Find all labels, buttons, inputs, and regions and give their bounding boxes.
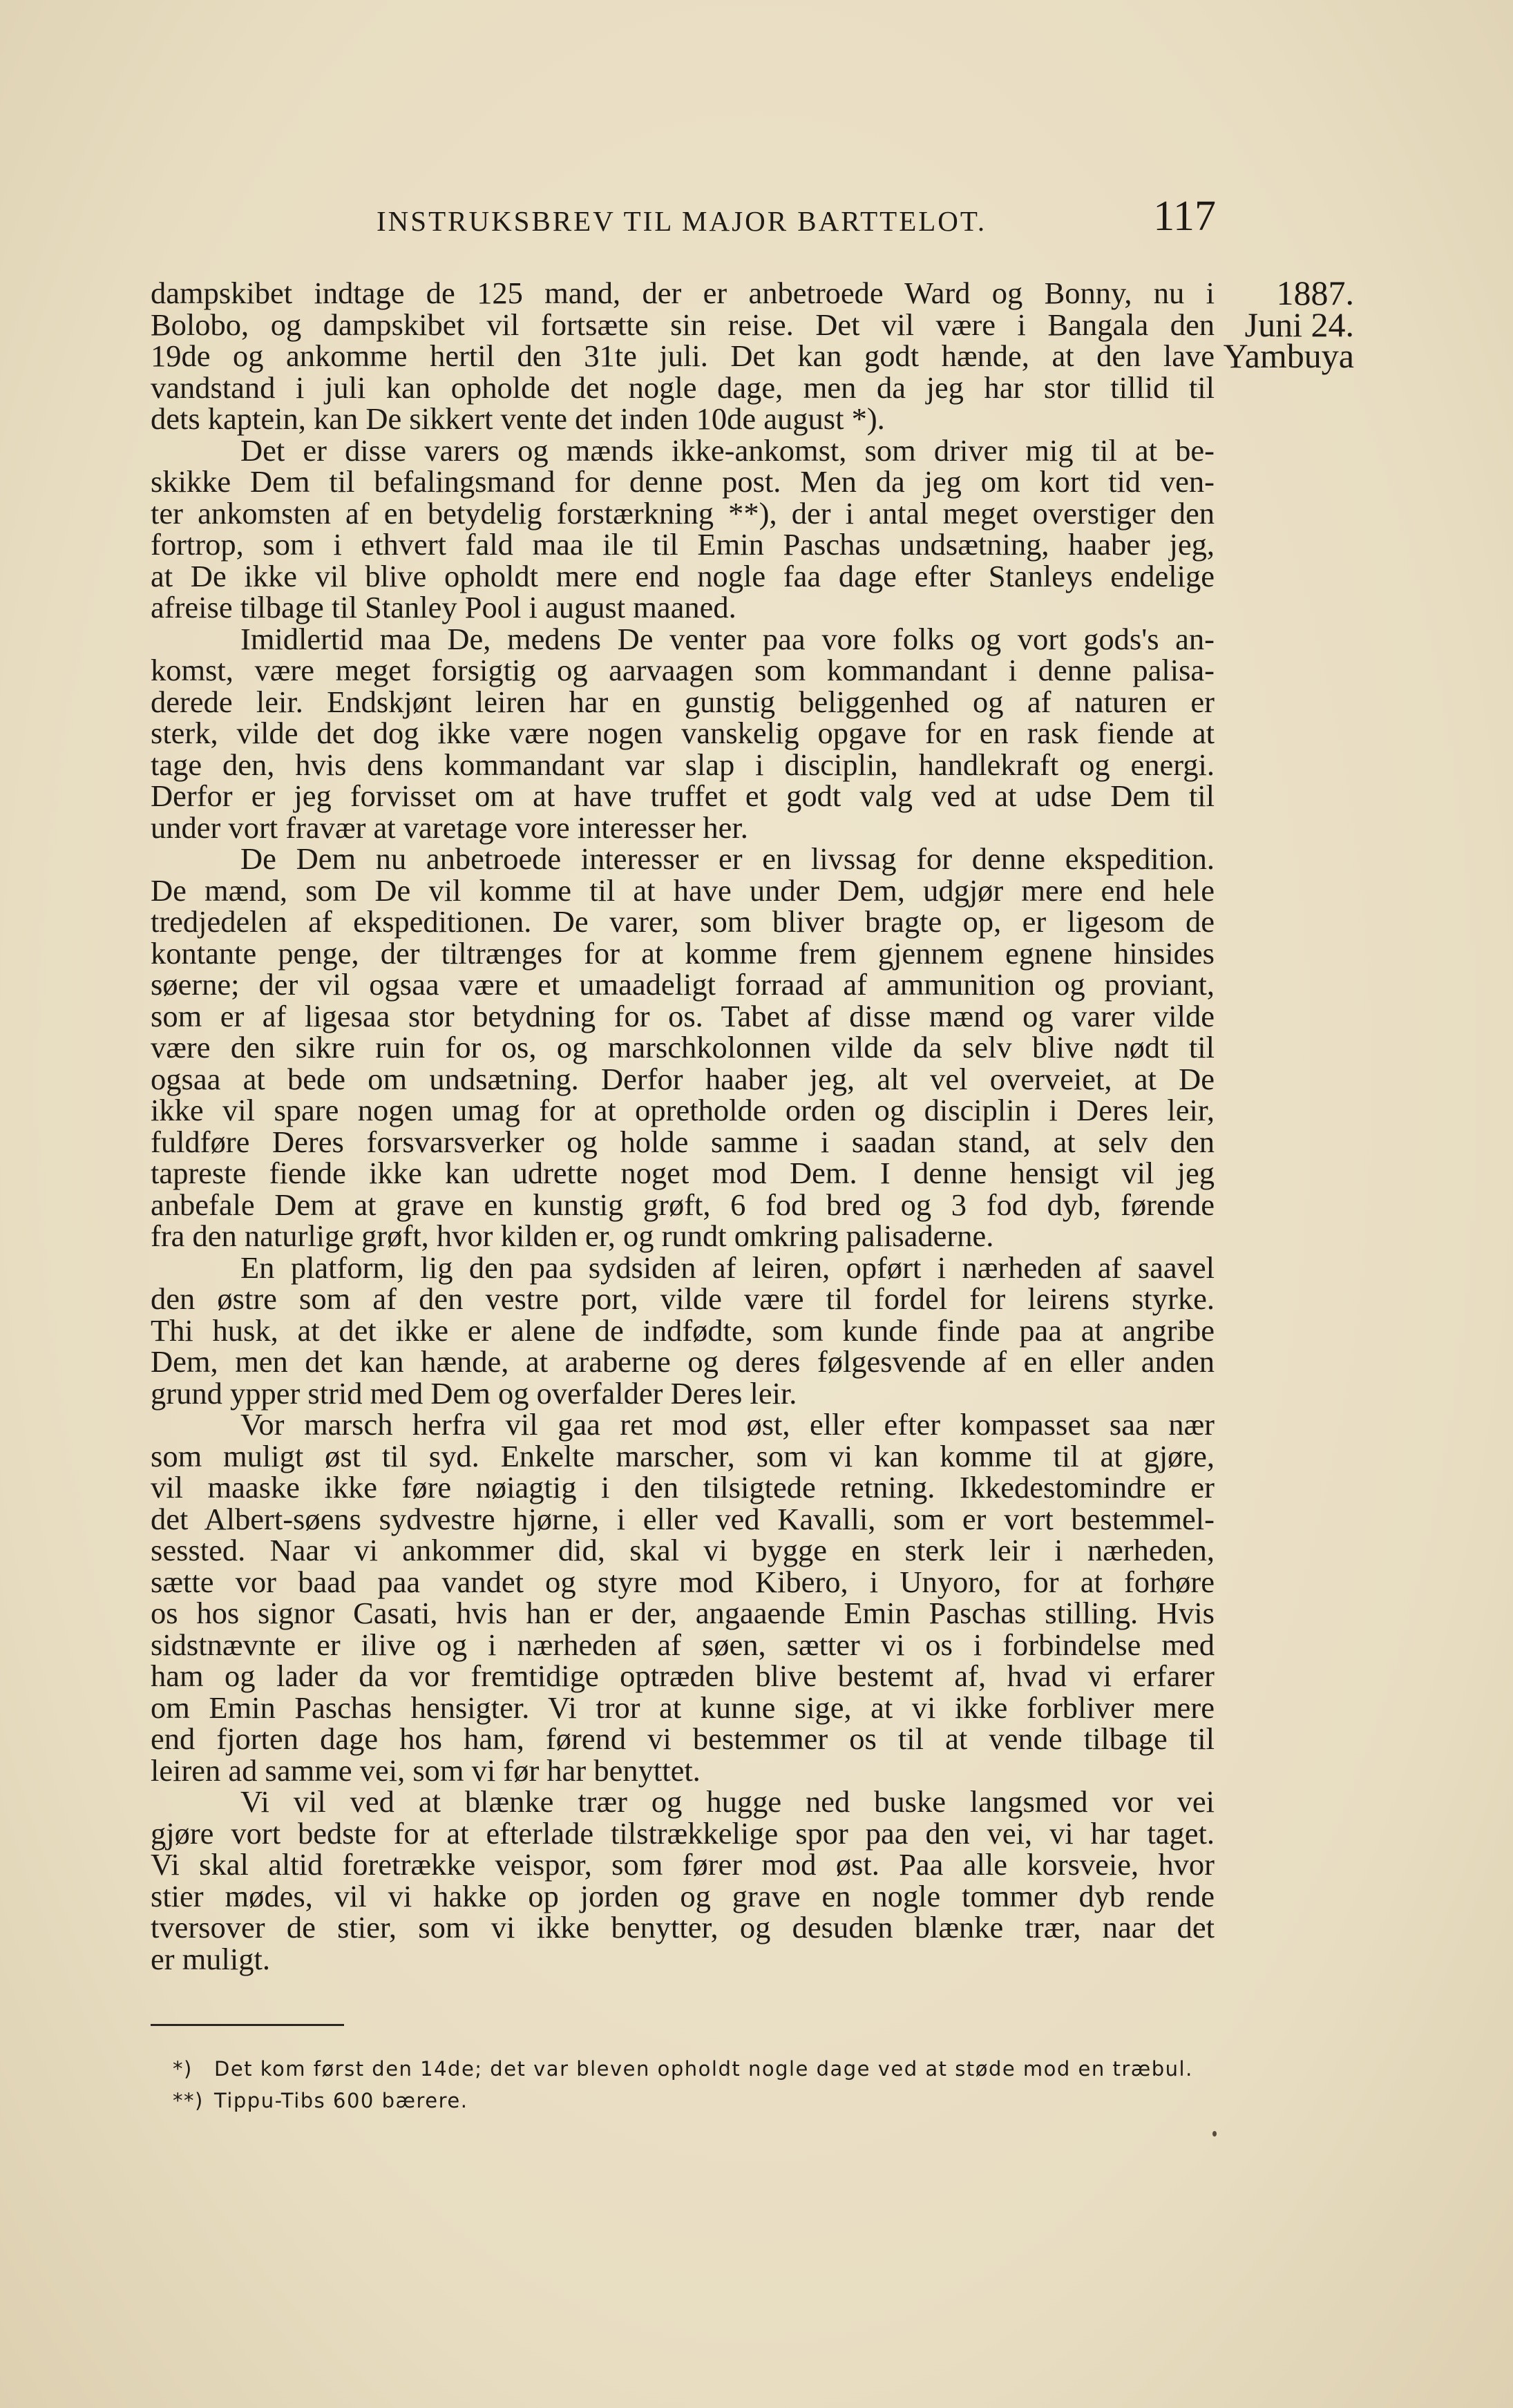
text-line: vil maaske ikke føre nøiagtig i den tilsigtede retning. Ikkedestomindre er xyxy=(151,1470,1215,1504)
text-line: er muligt. xyxy=(151,1941,271,1976)
text-line: kontante penge, der tiltrænges for at komme frem gjennem egnene hinsides xyxy=(151,935,1215,971)
text-line: afreise tilbage til Stanley Pool i august maaned. xyxy=(151,590,736,624)
text-line: Imidlertid maa De, medens De venter paa vore folks og vort gods's an- xyxy=(240,621,1215,656)
footnote-text: Det kom først den 14de; det var bleven opholdt nogle dage ved at støde mod en træbul. xyxy=(214,2057,1193,2081)
text-line: søerne; der vil ogsaa være et umaadeligt forraad af ammunition og proviant, xyxy=(151,967,1215,1002)
footnote xyxy=(173,2089,1223,2112)
running-header xyxy=(377,187,1216,249)
margin-note-date: Juni 24. xyxy=(1244,305,1354,344)
text-line: som muligt øst til syd. Enkelte marscher, som vi kan komme til at gjøre, xyxy=(151,1438,1215,1473)
text-line: sidstnævnte er ilive og i nærheden af søen, sætter vi os i forbindelse med xyxy=(151,1627,1215,1662)
text-line: tapreste fiende ikke kan udrette noget mod Dem. I denne hensigt vil jeg xyxy=(151,1156,1215,1190)
text-line: ter ankomsten af en betydelig forstærkning **), der i antal meget overstiger den xyxy=(151,495,1215,531)
text-line: Vor marsch herfra vil gaa ret mod øst, eller efter kompasset saa nær xyxy=(240,1407,1215,1442)
text-line: Dem, men det kan hænde, at araberne og deres følgesvende af en eller anden xyxy=(151,1344,1215,1379)
running-title: INSTRUKSBREV TIL MAJOR BARTTELOT. xyxy=(377,205,987,237)
text-line: fuldføre Deres forsvarsverker og holde samme i saadan stand, at selv den xyxy=(151,1124,1215,1159)
text-line: tage den, hvis dens kommandant var slap i disciplin, handlekraft og energi. xyxy=(151,747,1215,782)
text-line: Vi skal altid foretrække veispor, som fører mod øst. Paa alle korsveie, hvor xyxy=(151,1847,1215,1882)
footnote-rule xyxy=(151,2024,344,2026)
text-line: De mænd, som De vil komme til at have under Dem, udgjør mere end hele xyxy=(151,872,1215,908)
footnote-mark: **) xyxy=(173,2089,204,2112)
text-line: at De ikke vil blive opholdt mere end nogle faa dage efter Stanleys endelige xyxy=(151,558,1215,593)
text-line: os hos signor Casati, hvis han er der, angaaende Emin Paschas stilling. Hvis xyxy=(151,1596,1215,1630)
text-line: end fjorten dage hos ham, førend vi bestemmer os til at vende tilbage til xyxy=(151,1721,1215,1756)
text-line: ham og lader da vor fremtidige optræden blive bestemt af, hvad vi erfarer xyxy=(151,1659,1215,1693)
text-line: 19de og ankomme hertil den 31te juli. Det kan godt hænde, at den lave xyxy=(151,338,1215,373)
text-line: skikke Dem til befalingsmand for denne post. Men da jeg om kort tid ven- xyxy=(151,464,1215,499)
text-line: sessted. Naar vi ankommer did, skal vi bygge en sterk leir i nærheden, xyxy=(151,1533,1215,1567)
text-line: om Emin Paschas hensigter. Vi tror at kunne sige, at vi ikke forbliver mere xyxy=(151,1690,1215,1725)
text-line: Derfor er jeg forvisset om at have truffet et godt valg ved at udse Dem til xyxy=(151,778,1215,813)
text-line: under vort fravær at varetage vore interesser her. xyxy=(151,810,748,845)
text-line: ikke vil spare nogen umag for at opretholde orden og disciplin i Deres leir, xyxy=(151,1093,1215,1127)
text-line: den østre som af den vestre port, vilde være til fordel for leirens styrke. xyxy=(151,1281,1215,1316)
footnote xyxy=(173,2057,1223,2081)
text-line: anbefale Dem at grave en kunstig grøft, 6 fod bred og 3 fod dyb, førende xyxy=(151,1187,1215,1222)
footnote-mark: *) xyxy=(173,2057,193,2081)
text-line: som er af ligesaa stor betydning for os. Tabet af disse mænd og varer vilde xyxy=(151,998,1215,1033)
margin-note-year: 1887. xyxy=(1276,274,1354,312)
margin-note xyxy=(1216,274,1354,375)
footnotes xyxy=(173,2057,1223,2121)
text-line: tversover de stier, som vi ikke benytter, og desuden blænke trær, naar det xyxy=(151,1910,1215,1944)
text-line: Vi vil ved at blænke trær og hugge ned buske langsmed vor vei xyxy=(240,1784,1215,1819)
page-number: 117 xyxy=(1153,193,1216,240)
paper-speck xyxy=(1212,2131,1217,2137)
text-line: dets kaptein, kan De sikkert vente det inden 10de august *). xyxy=(151,401,885,436)
text-line: være den sikre ruin for os, og marschkolonnen vilde da selv blive nødt til xyxy=(151,1030,1215,1064)
text-line: grund ypper strid med Dem og overfalder Deres leir. xyxy=(151,1375,797,1411)
text-line: komst, være meget forsigtig og aarvaagen som kommandant i denne palisa- xyxy=(151,653,1215,687)
text-line: Det er disse varers og mænds ikke-ankomst, som driver mig til at be- xyxy=(240,432,1215,468)
text-line: det Albert-søens sydvestre hjørne, i eller ved Kavalli, som er vort bestemmel- xyxy=(151,1501,1215,1536)
margin-note-place: Yambuya xyxy=(1223,336,1354,375)
text-line: tredjedelen af ekspeditionen. De varer, som bliver bragte op, er ligesom de xyxy=(151,904,1215,939)
text-line: fortrop, som i ethvert fald maa ile til Emin Paschas undsætning, haaber jeg, xyxy=(151,527,1215,562)
text-line: derede leir. Endskjønt leiren har en gunstig beliggenhed og af naturen er xyxy=(151,684,1215,719)
text-line: Bolobo, og dampskibet vil fortsætte sin reise. Det vil være i Bangala den xyxy=(151,307,1215,342)
text-line: gjøre vort bedste for at efterlade tilstrækkelige spor paa den vei, vi har taget. xyxy=(151,1815,1215,1851)
text-line: dampskibet indtage de 125 mand, der er anbetroede Ward og Bonny, nu i xyxy=(151,276,1215,310)
body-text xyxy=(151,278,1215,1975)
text-line: En platform, lig den paa sydsiden af leiren, opført i nærheden af saavel xyxy=(240,1250,1215,1285)
text-line: sætte vor baad paa vandet og styre mod Kibero, i Unyoro, for at forhøre xyxy=(151,1564,1215,1599)
text-line: fra den naturlige grøft, hvor kilden er, og rundt omkring palisaderne. xyxy=(151,1219,994,1253)
text-line: leiren ad samme vei, som vi før har benyttet. xyxy=(151,1752,701,1788)
text-line: vandstand i juli kan opholde det nogle dage, men da jeg har stor tillid til xyxy=(151,370,1215,405)
text-line: sterk, vilde det dog ikke være nogen vanskelig opgave for en rask fiende at xyxy=(151,716,1215,750)
text-line: De Dem nu anbetroede interesser er en livssag for denne ekspedition. xyxy=(240,841,1215,876)
text-line: Thi husk, at det ikke er alene de indfødte, som kunde finde paa at angribe xyxy=(151,1312,1215,1348)
text-line: ogsaa at bede om undsætning. Derfor haaber jeg, alt vel overveiet, at De xyxy=(151,1061,1215,1096)
footnote-text: Tippu-Tibs 600 bærere. xyxy=(214,2089,468,2112)
text-line: stier mødes, vil vi hakke op jorden og grave en nogle tommer dyb rende xyxy=(151,1878,1215,1913)
